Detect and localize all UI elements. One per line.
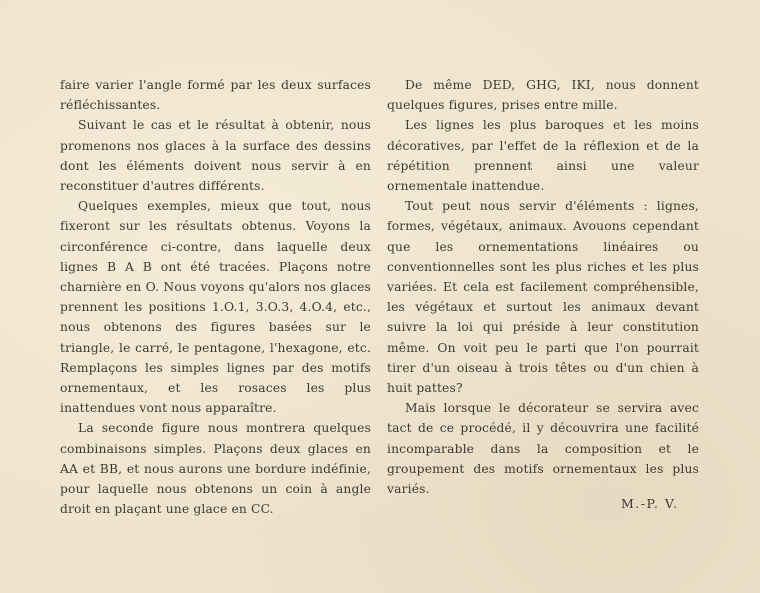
paragraph: La seconde figure nous montrera quelques combinaisons simples. Plaçons deux glaces en AA et BB, et nous aurons une bordure indéfinie, pour laquelle nous obtenons un coin à angle droit en plaçant une glace en CC. xyxy=(60,421,371,517)
paragraph: Mais lorsque le décorateur se servira avec tact de ce procédé, il y découvrira une facilité incomparable dans la composition et le groupement des motifs ornementaux les plus variés. xyxy=(387,401,699,497)
right-text-column xyxy=(387,75,699,499)
paragraph: De même DED, GHG, IKI, nous donnent quelques figures, prises entre mille. xyxy=(387,78,699,113)
paragraph: faire varier l'angle formé par les deux surfaces réfléchissantes. xyxy=(60,78,371,113)
paragraph: Suivant le cas et le résultat à obtenir, nous promenons nos glaces à la surface des dessins dont les éléments doivent nous servir à en reconstituer d'autres différents. xyxy=(60,118,371,194)
paragraph: Les lignes les plus baroques et les moins décoratives, par l'effet de la réflexion et de la répétition prennent ainsi une valeur ornementale inattendue. xyxy=(387,118,699,194)
paragraph: Tout peut nous servir d'éléments : lignes, formes, végétaux, animaux. Avouons cependant que les ornementations linéaires ou conventionnelles sont les plus riches et les plus variées. Et cela est facilement compréhensible, les végétaux et surtout les animaux devant suivre la loi qui préside à leur constitution même. On voit peu le parti que l'on pourrait tirer d'un oiseau à trois têtes ou d'un chien à huit pattes? xyxy=(387,199,699,396)
left-text-column xyxy=(60,75,371,519)
paragraph: Quelques exemples, mieux que tout, nous fixeront sur les résultats obtenus. Voyons la circonférence ci-contre, dans laquelle deux lignes B A B ont été tracées. Plaçons notre charnière en O. Nous voyons qu'alors nos glaces prennent les positions 1.O.1, 3.O.3, 4.O.4, etc., nous obtenons des figures basées sur le triangle, le carré, le pentagone, l'hexagone, etc. Remplaçons les simples lignes par des motifs ornementaux, et les rosaces les plus inattendues vont nous apparaître. xyxy=(60,199,371,416)
author-signature: M.-P. V. xyxy=(621,496,679,511)
